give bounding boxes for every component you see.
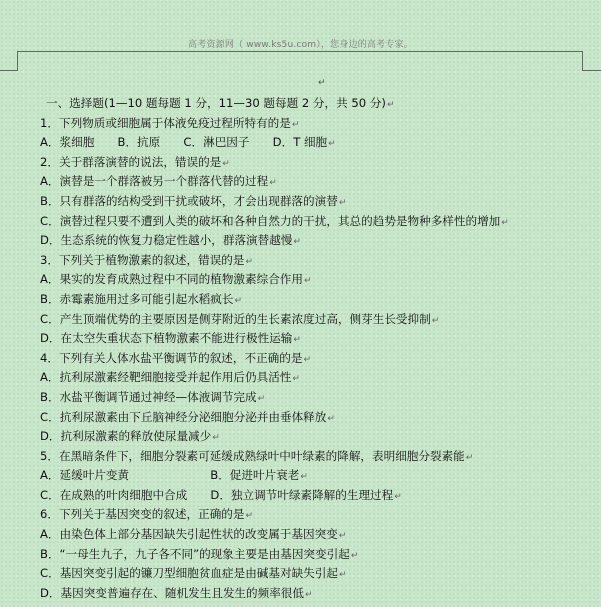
question-1: 1．下列物质或细胞属于体液免疫过程所特有的是↵ — [40, 115, 300, 130]
margin-corner-right — [582, 51, 583, 71]
question-1-options: A．浆细胞 B．抗原 C．淋巴因子 D．T 细胞↵ — [40, 135, 336, 150]
question-2: 2．关于群落演替的说法，错误的是↵ — [40, 154, 230, 169]
document-body — [40, 94, 595, 603]
question-6-option-a: A．由染色体上部分基因缺失引起性状的改变属于基因突变↵ — [40, 527, 347, 542]
question-2-option-d: D．生态系统的恢复力稳定性越小，群落演替越慢↵ — [40, 233, 301, 248]
margin-corner-right-horizontal — [583, 70, 601, 71]
question-4-option-c: C．抗利尿激素由下丘脑神经分泌细胞分泌并由垂体释放↵ — [40, 409, 335, 424]
question-3: 3．下列关于植物激素的叙述，错误的是↵ — [40, 252, 254, 267]
question-5-options-ab: A．延缓叶片变黄 B．促进叶片衰老↵ — [40, 468, 308, 483]
question-3-option-a: A．果实的发育成熟过程中不同的植物激素综合作用↵ — [40, 272, 312, 287]
question-5-options-cd: C．在成熟的叶肉细胞中合成 D．独立调节叶绿素降解的生理过程↵ — [40, 487, 402, 502]
paragraph-mark: ↵ — [318, 78, 326, 88]
question-4-option-b: B．水盐平衡调节通过神经—体液调节完成↵ — [40, 389, 266, 404]
question-3-option-c: C．产生顶端优势的主要原因是侧芽附近的生长素浓度过高，侧芽生长受抑制↵ — [40, 311, 440, 326]
question-4: 4．下列有关人体水盐平衡调节的叙述，不正确的是↵ — [40, 350, 311, 365]
question-6-option-b: B．“一母生九子，九子各不同”的现象主要是由基因突变引起↵ — [40, 546, 359, 561]
question-5: 5．在黑暗条件下，细胞分裂素可延缓成熟绿叶中叶绿素的降解，表明细胞分裂素能↵ — [40, 448, 474, 463]
section-heading: 一、选择题(1—10 题每题 1 分，11—30 题每题 2 分，共 50 分)↵ — [46, 96, 395, 110]
question-2-option-a: A．演替是一个群落被另一个群落代替的过程↵ — [40, 174, 277, 189]
question-4-option-d: D．抗利尿激素的释放使尿量减少↵ — [40, 429, 220, 444]
header-rule — [18, 51, 582, 52]
question-3-option-b: B．赤霉素施用过多可能引起水稻疯长↵ — [40, 291, 243, 306]
question-2-option-b: B．只有群落的结构受到干扰或破坏，才会出现群落的演替↵ — [40, 193, 347, 208]
question-4-option-a: A．抗利尿激素经靶细胞接受并起作用后仍具活性↵ — [40, 370, 300, 385]
question-2-option-c: C．演替过程只要不遭到人类的破坏和各种自然力的干扰，其总的趋势是物种多样性的增加↵ — [40, 213, 509, 228]
question-3-option-d: D．在太空失重状态下植物激素不能进行极性运输↵ — [40, 331, 301, 346]
margin-corner-left-horizontal — [0, 70, 17, 71]
question-6: 6．下列关于基因突变的叙述，正确的是↵ — [40, 507, 254, 522]
question-6-option-c: C．基因突变引起的镰刀型细胞贫血症是由碱基对缺失引起↵ — [40, 566, 347, 581]
question-6-option-d: D．基因突变普遍存在、随机发生且发生的频率很低↵ — [40, 585, 313, 600]
margin-corner-left — [17, 51, 18, 71]
page-header-text: 高考资源网（ www.ks5u.com），您身边的高考专家。 — [188, 40, 413, 50]
